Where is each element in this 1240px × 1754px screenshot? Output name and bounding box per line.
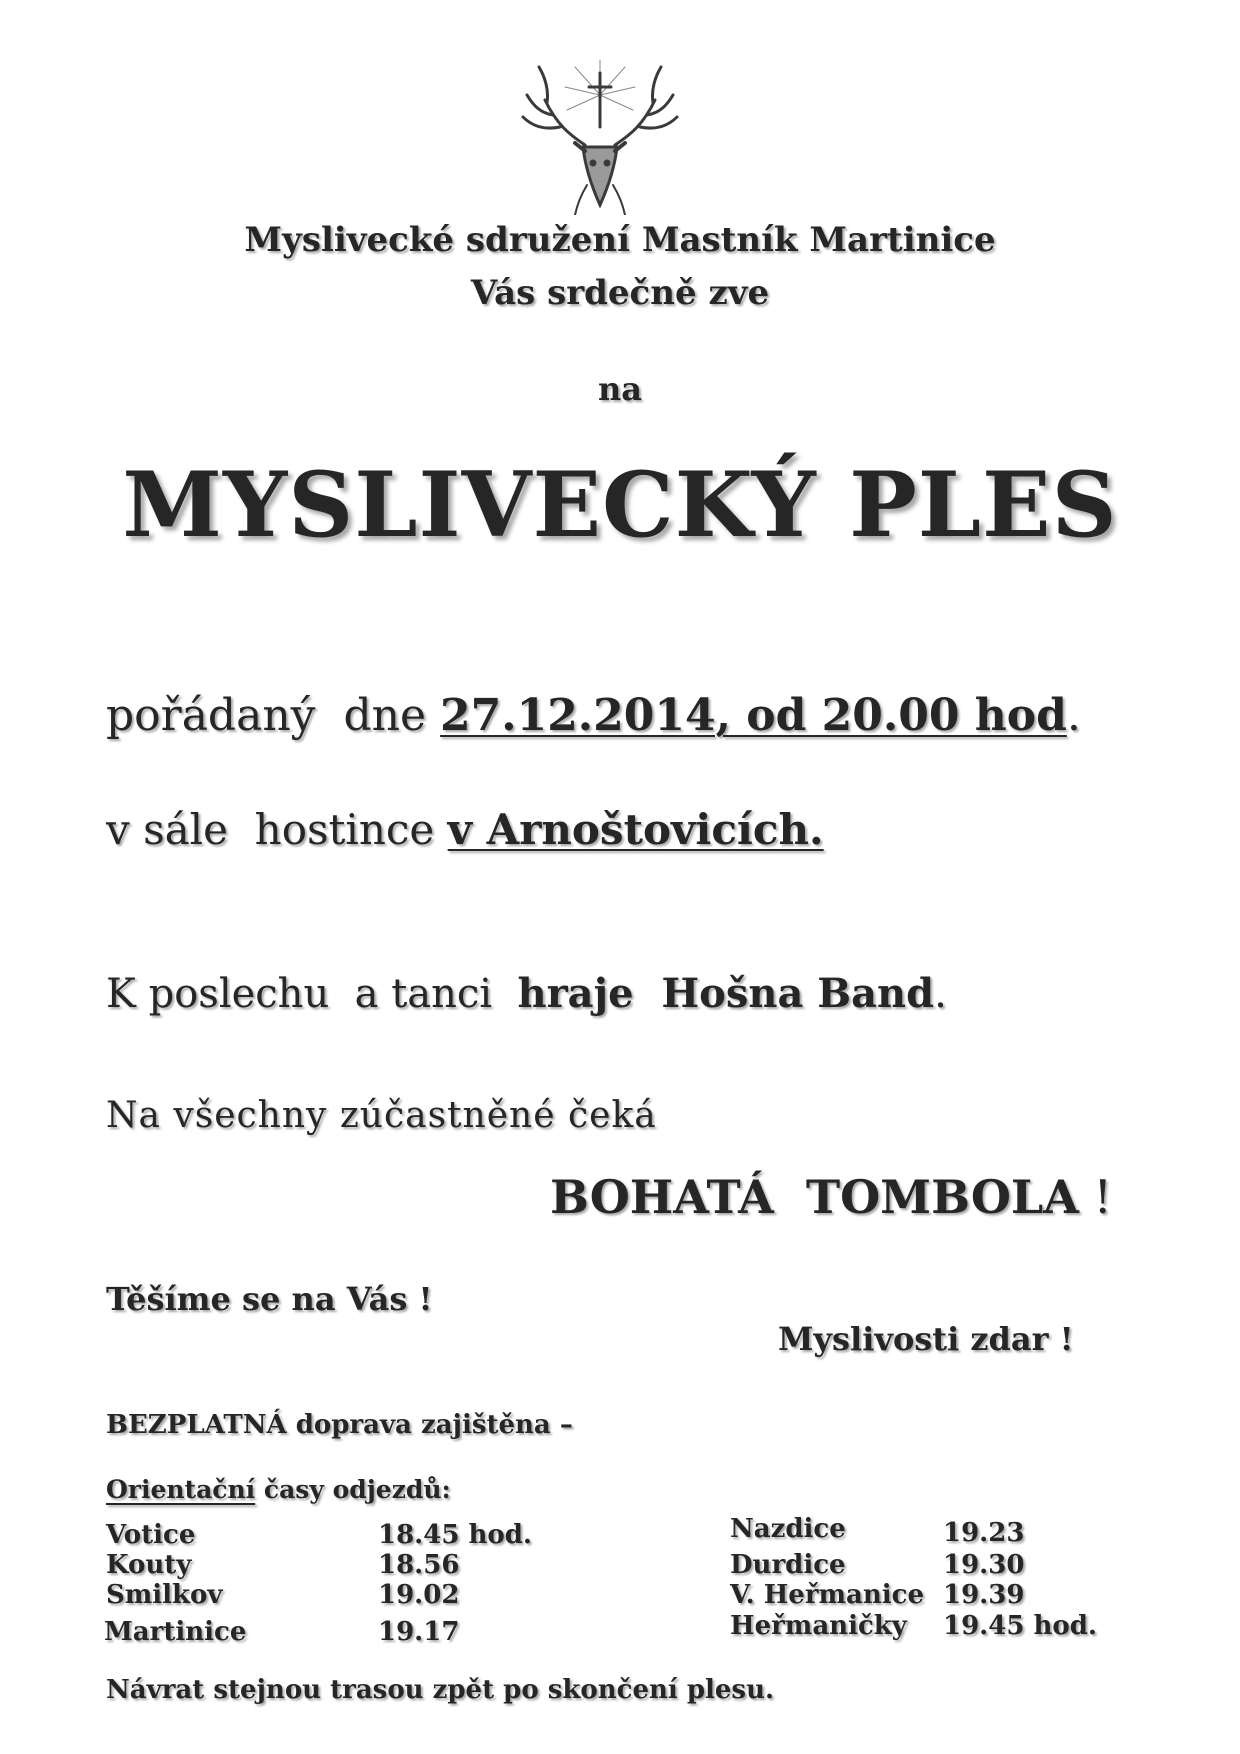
stop-name: Martinice	[104, 1617, 247, 1647]
date-prefix: pořádaný dne	[106, 690, 441, 741]
preposition-line: na	[598, 370, 642, 408]
music-line	[106, 970, 947, 1017]
stop-time: 19.45 hod.	[943, 1611, 1097, 1641]
stop-time: 19.02	[378, 1580, 460, 1610]
event-place: v Arnoštovicích.	[447, 805, 824, 854]
stop-name: Heřmaničky	[730, 1611, 907, 1641]
music-suffix: .	[934, 971, 947, 1017]
transport-note: BEZPLATNÁ doprava zajištěna –	[106, 1410, 573, 1440]
stop-name: V. Heřmanice	[730, 1580, 925, 1610]
event-title: MYSLIVECKÝ PLES	[122, 452, 1118, 558]
times-heading-underlined: Orientační	[106, 1475, 256, 1504]
greeting-right: Myslivosti zdar !	[778, 1320, 1074, 1358]
deer-cross-emblem-icon	[515, 55, 685, 215]
return-note: Návrat stejnou trasou zpět po skončení plesu.	[106, 1675, 775, 1705]
tombola-headline	[550, 1170, 1112, 1224]
place-line	[106, 805, 824, 854]
times-heading-rest: časy odjezdů:	[255, 1475, 451, 1504]
tombola-intro: Na všechny zúčastněné čeká	[106, 1095, 657, 1136]
organization-name: Myslivecké sdružení Mastník Martinice	[244, 220, 996, 260]
stop-time: 19.23	[943, 1518, 1025, 1548]
stop-time: 19.30	[943, 1550, 1025, 1580]
place-prefix: v sále hostince	[106, 805, 448, 854]
music-prefix: K poslechu a tanci	[106, 971, 518, 1017]
event-date: 27.12.2014, od 20.00 hod	[440, 690, 1067, 741]
invitation-line: Vás srdečně zve	[470, 273, 770, 313]
stop-name: Votice	[106, 1520, 196, 1550]
greeting-left: Těšíme se na Vás !	[106, 1280, 433, 1318]
stop-time: 19.17	[378, 1617, 460, 1647]
stop-name: Kouty	[106, 1550, 192, 1580]
stop-time: 18.56	[378, 1550, 460, 1580]
date-suffix: .	[1066, 690, 1081, 741]
tombola-text: BOHATÁ TOMBOLA	[550, 1170, 1079, 1224]
stop-name: Smilkov	[106, 1580, 223, 1610]
date-line	[106, 690, 1081, 741]
stop-time: 18.45 hod.	[378, 1520, 532, 1550]
stop-name: Durdice	[730, 1550, 846, 1580]
stop-name: Nazdice	[730, 1514, 846, 1544]
departure-times-heading	[106, 1475, 451, 1504]
band-name: hraje Hošna Band	[517, 970, 935, 1017]
tombola-mark: !	[1078, 1170, 1113, 1224]
stop-time: 19.39	[943, 1580, 1025, 1610]
